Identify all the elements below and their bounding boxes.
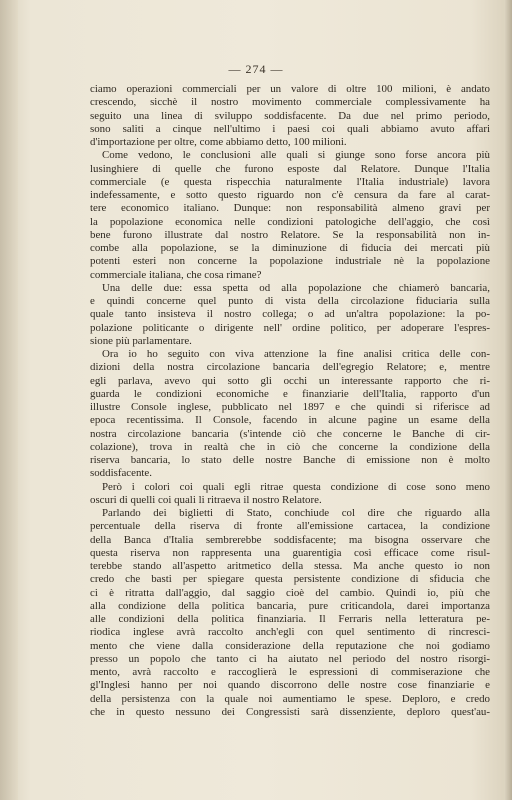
text-line: epoca recentissima. Il Console, facendo in alcune pagine un esame della xyxy=(90,414,490,427)
text-line: riodica inglese avrà raccolto anch'egli con quel sentimento di rincresci- xyxy=(90,626,490,639)
text-line: bene furono illustrate dal nostro Relatore. Se la responsabilità non in- xyxy=(90,228,490,241)
text-line: soddisfacente. xyxy=(90,467,152,480)
text-line: la popolazione economica nelle condizioni patologiche dell'aggio, che così xyxy=(90,215,490,228)
text-line: illustre Console inglese, pubblicato nel 1897 e che quindi si riferisce ad xyxy=(90,401,490,413)
text-line: credo che basti per spiegare questa persistente condizione di sfiducia che xyxy=(90,573,490,586)
text-line: che in questo nessuno dei Congressisti sarà dissenziente, deploro quest'au- xyxy=(90,705,490,718)
text-line: Però i colori coi quali egli ritrae questa condizione di cose sono meno xyxy=(102,480,490,493)
text-line: della persistenza con la quale noi aumentiamo le spese. Deploro, e credo xyxy=(90,692,490,705)
page-binding-edge xyxy=(0,0,18,800)
text-line: ciamo operazioni commerciali per un valore di oltre 100 milioni, è andato xyxy=(90,83,490,95)
text-line: sione più parlamentare. xyxy=(90,334,192,347)
text-line: commerciale (e questa rispecchia naturalmente l'Italia industriale) lavora xyxy=(90,175,490,188)
text-line: sono saliti a cinque nell'ultimo i paesi coi quali abbiamo avuto affari xyxy=(90,122,490,135)
text-line: presso un popolo che tanto ci ha aiutato nel periodo del nostro risorgi- xyxy=(90,652,490,665)
text-line: ci è ritratta dall'aggio, dal saggio cioè del cambio. Quindi io, più che xyxy=(90,586,490,599)
text-line: egli parlava, avevo qui sotto gli occhi un interessante rapporto che ri- xyxy=(90,374,490,387)
text-line: d'importazione per oltre, come abbiamo detto, 100 milioni. xyxy=(90,136,347,148)
text-line: dizioni della nostra circolazione bancaria dell'egregio Relatore; e, mentre xyxy=(90,361,490,374)
text-line: alla condizione della politica bancaria, pure criticandola, darei importanza xyxy=(90,599,490,612)
text-line: Parlando dei biglietti di Stato, conchiude col dire che riguardo alla xyxy=(102,507,490,519)
text-line: e quindi concerne quel punto di vista della circolazione fiduciaria sulla xyxy=(90,295,490,307)
page-right-edge xyxy=(504,0,512,800)
text-line: terebbe stando all'aspetto aritmetico della stessa. Ma anche questo io non xyxy=(90,560,490,572)
text-line: mento che viene dalla considerazione della reputazione che noi godiamo xyxy=(90,639,490,652)
text-line: commerciale italiana, che cosa rimane? xyxy=(90,268,262,281)
text-line: gl'Inglesi hanno per noi quando discorrono delle nostre cose finanziarie e xyxy=(90,679,490,692)
text-line: Come vedono, le conclusioni alle quali si giunge sono forse ancora più xyxy=(102,149,490,162)
text-line: mento, avrà raccolto e raccoglierà le espressioni di commiserazione che xyxy=(90,666,490,678)
text-line: guarda le condizioni economiche e finanziarie dell'Italia, rapporto d'un xyxy=(90,387,490,400)
text-line: questa riserva non rappresenta una guarentigia così efficace come risul- xyxy=(90,546,490,559)
text-line: alle condizioni della politica finanziaria. Il Ferraris nella letteratura pe- xyxy=(90,613,490,625)
text-line: oscuri di quelli coi quali li ritraeva il nostro Relatore. xyxy=(90,493,322,506)
text-line: Ora io ho seguito con viva attenzione la fine analisi critica delle con- xyxy=(102,348,490,360)
text-line: della Banca d'Italia sembrerebbe soddisfacente; ma bisogna osservare che xyxy=(90,533,490,546)
text-line: tere economico italiano. Dunque: non responsabilità almeno gravi per xyxy=(90,202,490,215)
text-line: indefessamente, e sotto questo riguardo non c'è censura da fare al carat- xyxy=(90,189,490,201)
body-text xyxy=(90,83,490,719)
text-line: seguito una linea di sviluppo soddisfacente. Da due nel primo periodo, xyxy=(90,109,490,122)
text-line: lusinghiere di quelle che furono esposte dal Relatore. Dunque l'Italia xyxy=(90,162,490,175)
text-line: crescendo, sicchè il nostro movimento commerciale complessivamente ha xyxy=(90,96,490,109)
text-line: nostra circolazione bancaria (s'intende ciò che concerne le Banche di cir- xyxy=(90,427,490,440)
text-line: riserva bancaria, lo stato delle nostre Banche di emissione non è molto xyxy=(90,454,490,466)
text-line: polazione politicante o dirigente nell' ordine politico, per adoperare l'espres- xyxy=(90,321,490,334)
text-line: quale tanto insisteva il nostro collega; o ad un'altra popolazione: la po- xyxy=(90,308,490,321)
text-line: Una delle due: essa spetta od alla popolazione che chiamerò bancaria, xyxy=(102,281,490,294)
text-line: potenti esteri non concerne la popolazione industriale nè la popolazione xyxy=(90,255,490,268)
text-line: combe alla popolazione, se la diminuzione di fiducia dei mercati più xyxy=(90,242,490,254)
page-number: — 274 — xyxy=(228,62,284,76)
text-line: colazione), trova in realtà che in ciò che concerne la condizione della xyxy=(90,440,490,453)
text-line: percentuale della riserva di fronte all'emissione cartacea, la condizione xyxy=(90,520,490,533)
